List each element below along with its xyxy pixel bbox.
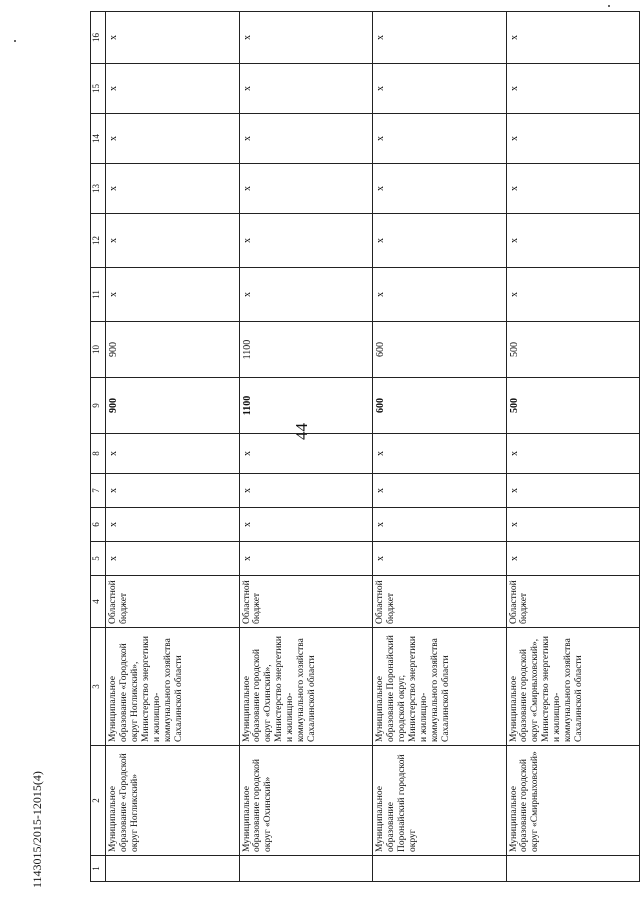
- table-row: [106, 12, 240, 882]
- cell-c8: х: [239, 434, 373, 474]
- cell-c15: х: [373, 64, 507, 114]
- cell-c11: х: [373, 268, 507, 322]
- cell-c14: х: [239, 114, 373, 164]
- cell-c7: х: [106, 474, 240, 508]
- table-row: [506, 12, 640, 882]
- cell-c16: х: [373, 12, 507, 64]
- cell-c3: Муниципальное образование городской округ «Смирныховский», Министерство энергетики и жилищно-коммунального хозяйства Сахалинской области: [506, 628, 640, 746]
- cell-c3: Муниципальное образование Поронайский городской округ, Министерство энергетики и жилищно-коммунального хозяйства Сахалинской области: [373, 628, 507, 746]
- cell-c13: х: [373, 164, 507, 214]
- cell-c16: х: [506, 12, 640, 64]
- column-header-11: 11: [91, 268, 106, 322]
- cell-c4: Областной бюджет: [106, 576, 240, 628]
- cell-c7: х: [506, 474, 640, 508]
- cell-c5: х: [239, 542, 373, 576]
- cell-c2: Муниципальное образование Поронайский городской округ: [373, 746, 507, 856]
- cell-c8: х: [106, 434, 240, 474]
- document-id: 1143015/2015-12015(4): [30, 771, 44, 888]
- cell-c8: х: [506, 434, 640, 474]
- cell-c15: х: [106, 64, 240, 114]
- scan-speck: [608, 5, 610, 7]
- page-number: 44: [292, 423, 311, 440]
- cell-c6: х: [373, 508, 507, 542]
- cell-c3: Муниципальное образование городской округ «Охинский», Министерство энергетики и жилищно-коммунального хозяйства Сахалинской области: [239, 628, 373, 746]
- row-number-cell: [506, 856, 640, 882]
- cell-c10: 900: [106, 322, 240, 378]
- cell-c11: х: [106, 268, 240, 322]
- column-header-1: 1: [91, 856, 106, 882]
- column-header-4: 4: [91, 576, 106, 628]
- cell-c14: х: [373, 114, 507, 164]
- cell-c6: х: [239, 508, 373, 542]
- column-header-6: 6: [91, 508, 106, 542]
- cell-c13: х: [106, 164, 240, 214]
- cell-c2: Муниципальное образование городской округ «Смирныховский»: [506, 746, 640, 856]
- cell-c2: Муниципальное образование «Городской округ Ногликский»: [106, 746, 240, 856]
- table-container: [90, 22, 640, 882]
- column-header-9: 9: [91, 378, 106, 434]
- column-header-16: 16: [91, 12, 106, 64]
- cell-c7: х: [239, 474, 373, 508]
- cell-c10: 1100: [239, 322, 373, 378]
- cell-c9: 900: [106, 378, 240, 434]
- cell-c4: Областной бюджет: [506, 576, 640, 628]
- column-header-12: 12: [91, 214, 106, 268]
- cell-c13: х: [506, 164, 640, 214]
- cell-c4: Областной бюджет: [239, 576, 373, 628]
- header-row: [91, 12, 106, 882]
- row-number-cell: [373, 856, 507, 882]
- cell-c14: х: [106, 114, 240, 164]
- column-header-14: 14: [91, 114, 106, 164]
- row-number-cell: [106, 856, 240, 882]
- cell-c12: х: [106, 214, 240, 268]
- cell-c5: х: [373, 542, 507, 576]
- cell-c9: 1100: [239, 378, 373, 434]
- column-header-7: 7: [91, 474, 106, 508]
- cell-c13: х: [239, 164, 373, 214]
- table-row: [373, 12, 507, 882]
- column-header-15: 15: [91, 64, 106, 114]
- cell-c6: х: [106, 508, 240, 542]
- budget-table: [90, 11, 640, 882]
- cell-c15: х: [239, 64, 373, 114]
- cell-c16: х: [239, 12, 373, 64]
- cell-c16: х: [106, 12, 240, 64]
- cell-c12: х: [373, 214, 507, 268]
- cell-c11: х: [239, 268, 373, 322]
- column-header-2: 2: [91, 746, 106, 856]
- column-header-8: 8: [91, 434, 106, 474]
- cell-c12: х: [506, 214, 640, 268]
- column-header-13: 13: [91, 164, 106, 214]
- column-header-10: 10: [91, 322, 106, 378]
- cell-c11: х: [506, 268, 640, 322]
- table-row: [239, 12, 373, 882]
- cell-c2: Муниципальное образование городской округ «Охинский»: [239, 746, 373, 856]
- cell-c5: х: [506, 542, 640, 576]
- cell-c8: х: [373, 434, 507, 474]
- cell-c9: 500: [506, 378, 640, 434]
- scan-speck: [14, 40, 16, 42]
- cell-c5: х: [106, 542, 240, 576]
- cell-c6: х: [506, 508, 640, 542]
- column-header-3: 3: [91, 628, 106, 746]
- cell-c14: х: [506, 114, 640, 164]
- row-number-cell: [239, 856, 373, 882]
- cell-c7: х: [373, 474, 507, 508]
- cell-c3: Муниципальное образование «Городской округ Ногликский», Министерство энергетики и жилищно-коммунального хозяйства Сахалинской области: [106, 628, 240, 746]
- cell-c10: 600: [373, 322, 507, 378]
- cell-c12: х: [239, 214, 373, 268]
- cell-c9: 600: [373, 378, 507, 434]
- column-header-5: 5: [91, 542, 106, 576]
- cell-c15: х: [506, 64, 640, 114]
- cell-c4: Областной бюджет: [373, 576, 507, 628]
- cell-c10: 500: [506, 322, 640, 378]
